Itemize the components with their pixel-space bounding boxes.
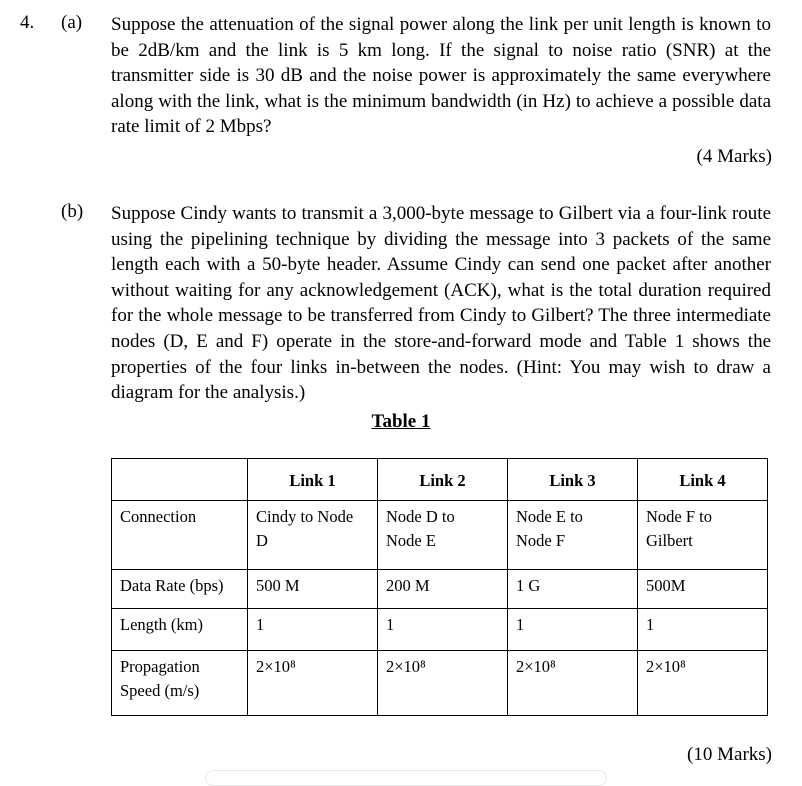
table-cell: 200 M	[386, 576, 430, 595]
table-row	[112, 651, 768, 716]
row-label: Data Rate (bps)	[120, 576, 224, 595]
part-a-text: Suppose the attenuation of the signal power along the link per unit length is known to be 2dB/km and the link is 5 km long. If the signal to noise ratio (SNR) at the transmitter side is 30 dB and the noise power is approximately the same everywhere along with the link, what is the minimum bandwidth (in Hz) to achieve a possible data rate limit of 2 Mbps?	[111, 14, 771, 138]
part-b-marks: (10 Marks)	[687, 744, 772, 765]
table-caption: Table 1	[371, 411, 431, 432]
table-cell: 2×10⁸	[256, 657, 296, 676]
table-cell: 500 M	[256, 576, 300, 595]
table-header-cell	[112, 459, 248, 501]
table-cell: Cindy to Node D	[256, 507, 354, 550]
table-cell: Node D to Node E	[386, 507, 455, 550]
table-cell: Node E to Node F	[516, 507, 583, 550]
row-label: Connection	[120, 507, 197, 526]
table-cell: Node F to Gilbert	[646, 507, 712, 550]
part-b-text: Suppose Cindy wants to transmit a 3,000-byte message to Gilbert via a four-link route using the pipelining technique by dividing the message into 3 packets of the same length each with a 50-byte header. Assume Cindy can send one packet after another without waiting for any acknowledgement (ACK), what is the total duration required for the whole message to be transferred from Cindy to Gilbert? The three intermediate nodes (D, E and F) operate in the store-and-forward mode and Table 1 shows the properties of the four links in-between the nodes. (Hint: You may wish to draw a diagram for the analysis.)	[111, 203, 771, 404]
table-row	[112, 609, 768, 651]
table-row	[112, 570, 768, 609]
part-b-label: (b)	[61, 201, 84, 222]
table-header-cell: Link 2	[378, 459, 508, 501]
table-header-cell: Link 1	[248, 459, 378, 501]
table-row	[112, 501, 768, 570]
part-a-marks: (4 Marks)	[696, 146, 772, 167]
table-cell: 2×10⁸	[646, 657, 686, 676]
table-cell: 2×10⁸	[386, 657, 426, 676]
table-cell: 1	[256, 615, 265, 634]
table-cell: 2×10⁸	[516, 657, 556, 676]
faint-overlay-edge	[205, 770, 607, 786]
row-label: Length (km)	[120, 615, 203, 634]
properties-table	[111, 458, 768, 716]
row-label: Propagation Speed (m/s)	[120, 657, 200, 700]
table-cell: 1	[386, 615, 395, 634]
part-a-label: (a)	[61, 12, 83, 33]
table-cell: 500M	[646, 576, 686, 595]
table-header-cell: Link 3	[508, 459, 638, 501]
table-header-row	[112, 459, 768, 501]
table-cell: 1	[646, 615, 655, 634]
table-cell: 1	[516, 615, 525, 634]
table-header-cell: Link 4	[638, 459, 768, 501]
table-cell: 1 G	[516, 576, 541, 595]
question-number: 4.	[20, 12, 35, 33]
